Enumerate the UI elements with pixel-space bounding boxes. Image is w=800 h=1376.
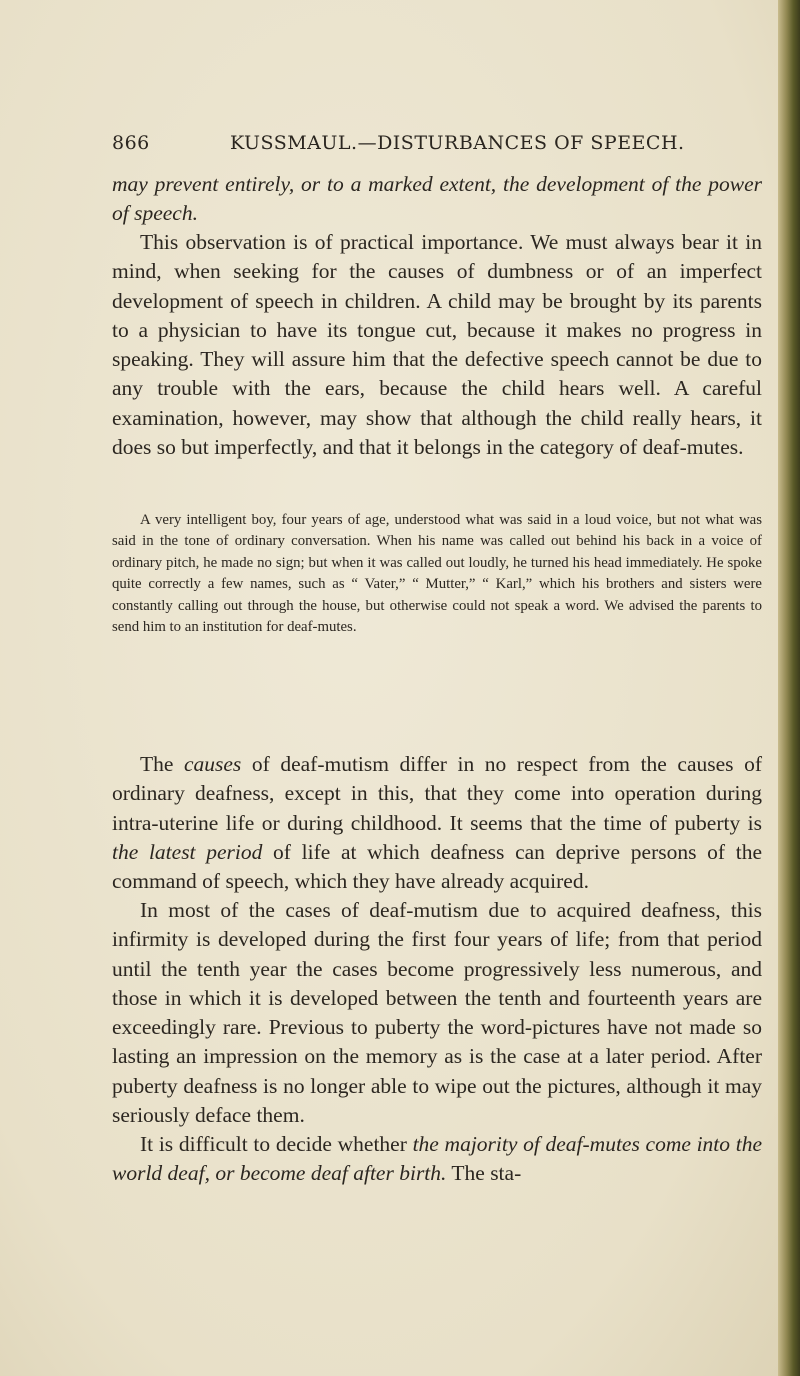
page-number: 866 [112, 132, 150, 154]
majority-text-1: It is difficult to decide whether [140, 1132, 413, 1156]
running-title: KUSSMAUL.—DISTURBANCES OF SPEECH. [230, 132, 685, 154]
paragraph-causes [112, 750, 762, 896]
paragraph-continuation [112, 170, 762, 229]
italic-continuation: may prevent entirely, or to a marked extent, the development of the power of speech. [112, 172, 762, 226]
majority-italic: the majority of deaf-mutes come into the world deaf, or become deaf after birth. [112, 1132, 762, 1186]
paragraph-observation: This observation is of practical importance. We must always bear it in mind, when seeking for the causes of dumbness or of an imperfect development of speech in children. A child may be brought by its parents to a physician to have its tongue cut, because it makes no progress in speaking. They will assure him that the defective speech cannot be due to any trouble with the ears, because the child hears well. A careful examination, however, may show that although the child really hears, it does so but imperfectly, and that it belongs in the category of deaf-mutes. [112, 230, 762, 460]
causes-text-1: The [140, 752, 184, 776]
causes-italic-2: the latest period [112, 839, 263, 864]
causes-italic-1: causes [183, 752, 242, 776]
paragraph-majority [112, 1130, 762, 1189]
page-edge [778, 0, 800, 1376]
case-note: A very intelligent boy, four years of age, understood what was said in a loud voice, but not what was said in the tone of ordinary conversation. When his name was called out behind his back in a voice of ordinary pitch, he made no sign; but when it was called out loudly, he turned his head immediately. He spoke quite correctly a few names, such as “ Vater,” “ Mutter,” “ Karl,” which his brothers and sisters were constantly calling out through the house, but otherwise could not speak a word. We advised the parents to send him to an institution for deaf-mutes. [112, 512, 762, 636]
causes-text-2: of deaf-mutism differ in no respect from the causes of ordinary deafness, except in this, that they come into operation during intra-uterine life or during childhood. It seems that the time of puberty is [112, 752, 762, 835]
majority-text-2: The sta- [446, 1161, 522, 1186]
causes-text-3: of life at which deafness can deprive persons of the command of speech, which they have already acquired. [112, 839, 763, 894]
paragraph-acquired-deafness: In most of the cases of deaf-mutism due to acquired deafness, this infirmity is developed during the first four years of life; from that period until the tenth year the cases become progressively less numerous, and those in which it is developed between the tenth and fourteenth years are exceedingly rare. Previous to puberty the word-pictures have not made so lasting an impression on the memory as is the case at a later period. After puberty deafness is no longer able to wipe out the pictures, although it may seriously deface them. [112, 898, 762, 1128]
